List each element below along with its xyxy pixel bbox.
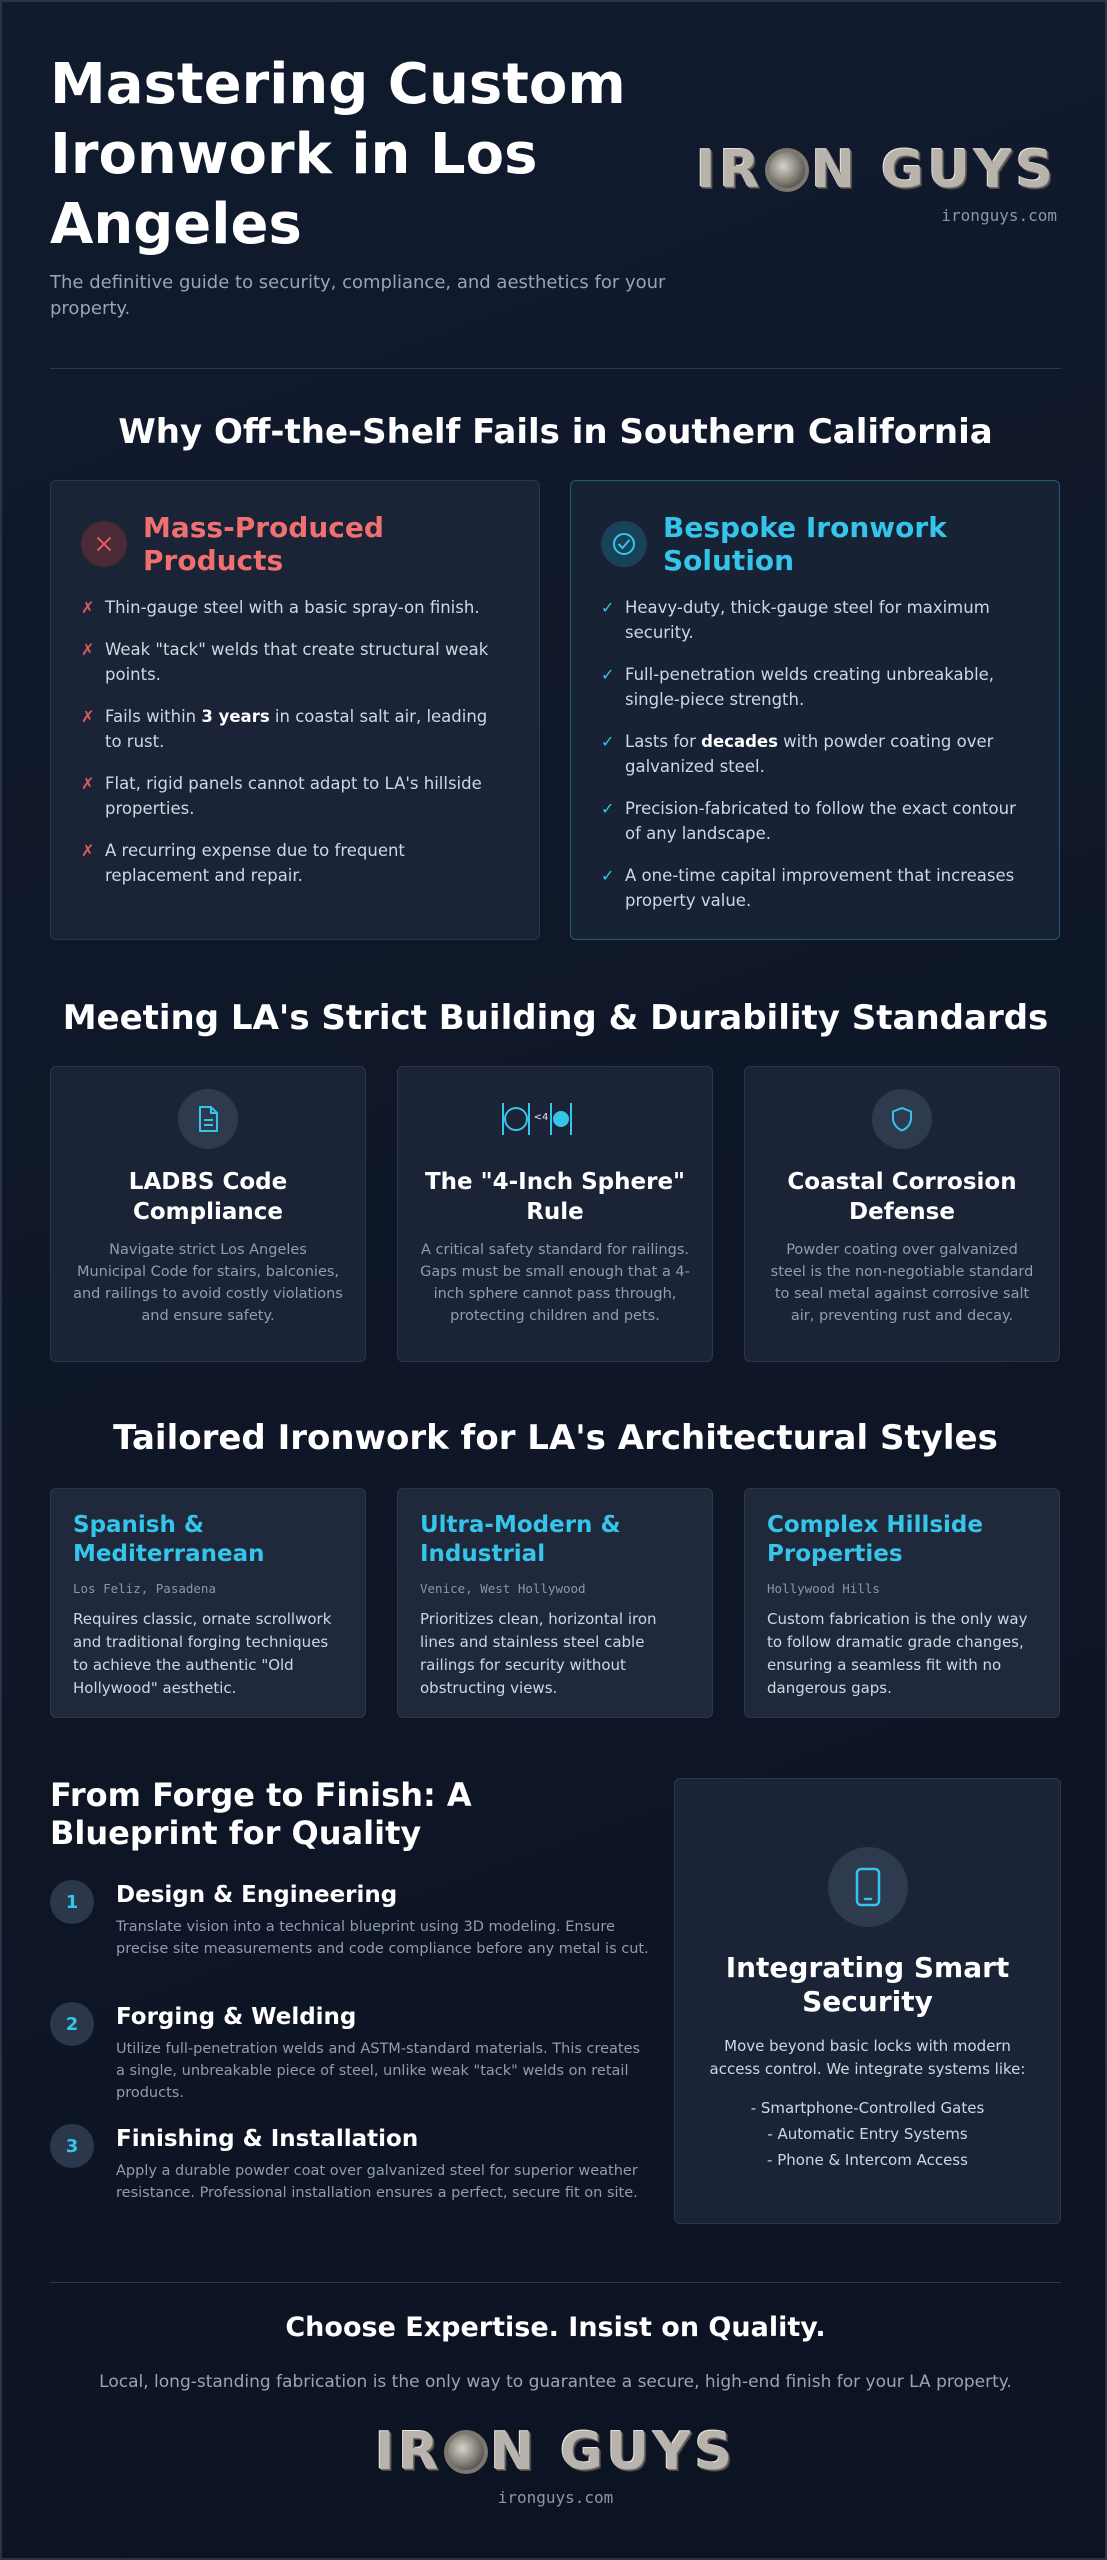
process-title: From Forge to Finish: A Blueprint for Quality <box>50 1776 472 1852</box>
brand-logo <box>375 2422 736 2482</box>
mass-produced-card <box>50 480 540 940</box>
divider <box>50 368 1061 369</box>
cross-mark-icon: ✗ <box>81 707 95 726</box>
railing-sphere-icon <box>495 1089 615 1149</box>
check-circle-icon <box>601 521 647 567</box>
smart-security-list <box>705 2095 1030 2173</box>
gear-icon <box>765 148 809 192</box>
standard-title: LADBS Code Compliance <box>128 1169 288 1225</box>
document-icon <box>178 1089 238 1149</box>
divider <box>50 2282 1061 2283</box>
list-item: ✗ Flat, rigid panels cannot adapt to LA's hillside properties. <box>81 771 509 821</box>
list-item: ✓ A one-time capital improvement that increases property value. <box>601 863 1029 913</box>
styles-title: Tailored Ironwork for LA's Architectural Styles <box>113 1418 998 1458</box>
step-number: 3 <box>50 2124 94 2168</box>
list-item: ✗ Weak "tack" welds that create structural weak points. <box>81 637 509 687</box>
style-title: Complex Hillside Properties <box>767 1512 983 1567</box>
process-step <box>50 2002 650 2104</box>
cta-text: Local, long-standing fabrication is the only way to guarantee a secure, high-end finish for your LA property. <box>99 2372 1012 2392</box>
process-step <box>50 2124 650 2204</box>
logo-url[interactable]: ironguys.com <box>941 206 1057 225</box>
bespoke-title: Bespoke Ironwork Solution <box>663 511 947 577</box>
footer-logo-url[interactable]: ironguys.com <box>497 2488 614 2507</box>
logo-text-left: IR <box>374 2422 443 2482</box>
header-logo[interactable] <box>696 140 1057 225</box>
standard-title: The "4-Inch Sphere" Rule <box>424 1169 686 1225</box>
page-subtitle: The definitive guide to security, compliance, and aesthetics for your property. <box>50 272 666 319</box>
list-item: - Phone & Intercom Access <box>767 2151 968 2169</box>
page-title: Mastering Custom Ironwork in Los Angeles <box>50 52 626 257</box>
standard-card-sphere <box>397 1066 713 1362</box>
check-icon: ✓ <box>601 866 615 885</box>
style-text: Custom fabrication is the only way to follow dramatic grade changes, ensuring a seamless fit with no dangerous gaps. <box>767 1610 1028 1697</box>
bespoke-list <box>601 595 1029 913</box>
step-text: Apply a durable powder coat over galvanized steel for superior weather resistance. Professional installation ensures a perfect, secure fit on site. <box>116 2163 638 2201</box>
smart-security-card <box>674 1778 1061 2224</box>
x-icon <box>81 521 127 567</box>
check-icon: ✓ <box>601 598 615 617</box>
gear-icon <box>444 2430 488 2474</box>
logo-text-right: N GUYS <box>811 140 1057 200</box>
cta-title: Choose Expertise. Insist on Quality. <box>285 2312 826 2343</box>
style-location: Los Feliz, Pasadena <box>73 1581 216 1596</box>
cross-mark-icon: ✗ <box>81 598 95 617</box>
step-number: 1 <box>50 1880 94 1924</box>
step-text: Translate vision into a technical blueprint using 3D modeling. Ensure precise site measurements and code compliance before any metal is cut. <box>116 1919 649 1957</box>
step-title: Finishing & Installation <box>116 2126 419 2152</box>
logo-text-left: IR <box>695 140 764 200</box>
style-location: Venice, West Hollywood <box>420 1581 586 1596</box>
cross-mark-icon: ✗ <box>81 841 95 860</box>
style-title: Ultra-Modern & Industrial <box>420 1512 621 1567</box>
style-card-hillside <box>744 1488 1060 1718</box>
shield-icon <box>872 1089 932 1149</box>
comparison-title: Why Off-the-Shelf Fails in Southern California <box>118 412 993 452</box>
style-text: Prioritizes clean, horizontal iron lines and stainless steel cable railings for security without obstructing views. <box>420 1610 657 1697</box>
list-item: - Smartphone-Controlled Gates <box>750 2099 985 2117</box>
list-item: ✓ Lasts for decades with powder coating over galvanized steel. <box>601 729 1029 779</box>
check-icon: ✓ <box>601 665 615 684</box>
step-number: 2 <box>50 2002 94 2046</box>
step-title: Forging & Welding <box>116 2004 357 2030</box>
check-icon: ✓ <box>601 732 615 751</box>
standard-text: A critical safety standard for railings. Gaps must be small enough that a 4-inch sphere cannot pass through, protecting children and pets. <box>420 1242 690 1324</box>
list-item: ✗ Fails within 3 years in coastal salt air, leading to rust. <box>81 704 509 754</box>
check-icon: ✓ <box>601 799 615 818</box>
list-item: ✗ A recurring expense due to frequent replacement and repair. <box>81 838 509 888</box>
style-location: Hollywood Hills <box>767 1581 880 1596</box>
standard-text: Navigate strict Los Angeles Municipal Code for stairs, balconies, and railings to avoid costly violations and ensure safety. <box>73 1242 343 1324</box>
cross-mark-icon: ✗ <box>81 640 95 659</box>
standard-card-ladbs <box>50 1066 366 1362</box>
list-item: ✓ Heavy-duty, thick-gauge steel for maximum security. <box>601 595 1029 645</box>
smart-security-text: Move beyond basic locks with modern access control. We integrate systems like: <box>709 2037 1026 2078</box>
list-item: ✗ Thin-gauge steel with a basic spray-on finish. <box>81 595 509 620</box>
logo-text-right: N GUYS <box>490 2422 737 2482</box>
smart-security-title: Integrating Smart Security <box>725 1951 1010 2018</box>
list-item: ✓ Precision-fabricated to follow the exact contour of any landscape. <box>601 796 1029 846</box>
standard-title: Coastal Corrosion Defense <box>787 1169 1017 1225</box>
mass-produced-list <box>81 595 509 888</box>
list-item: ✓ Full-penetration welds creating unbreakable, single-piece strength. <box>601 662 1029 712</box>
brand-logo <box>696 140 1057 200</box>
process-step <box>50 1880 650 1960</box>
mass-produced-title: Mass-Produced Products <box>143 511 384 577</box>
bespoke-card <box>570 480 1060 940</box>
standards-title: Meeting LA's Strict Building & Durability Standards <box>62 998 1049 1038</box>
smartphone-icon <box>828 1847 908 1927</box>
style-card-spanish <box>50 1488 366 1718</box>
style-card-modern <box>397 1488 713 1718</box>
standard-card-coastal <box>744 1066 1060 1362</box>
step-text: Utilize full-penetration welds and ASTM-standard materials. This creates a single, unbreakable piece of steel, unlike weak "tack" welds on retail products. <box>116 2041 641 2101</box>
step-title: Design & Engineering <box>116 1882 398 1908</box>
list-item: - Automatic Entry Systems <box>767 2125 968 2143</box>
sphere-gap-label: <4 <box>533 1111 549 1123</box>
cross-mark-icon: ✗ <box>81 774 95 793</box>
footer-logo[interactable] <box>2 2422 1107 2507</box>
style-text: Requires classic, ornate scrollwork and traditional forging techniques to achieve the authentic "Old Hollywood" aesthetic. <box>73 1610 332 1697</box>
style-title: Spanish & Mediterranean <box>73 1512 265 1567</box>
standard-text: Powder coating over galvanized steel is the non-negotiable standard to seal metal against corrosive salt air, preventing rust and decay. <box>770 1242 1034 1324</box>
